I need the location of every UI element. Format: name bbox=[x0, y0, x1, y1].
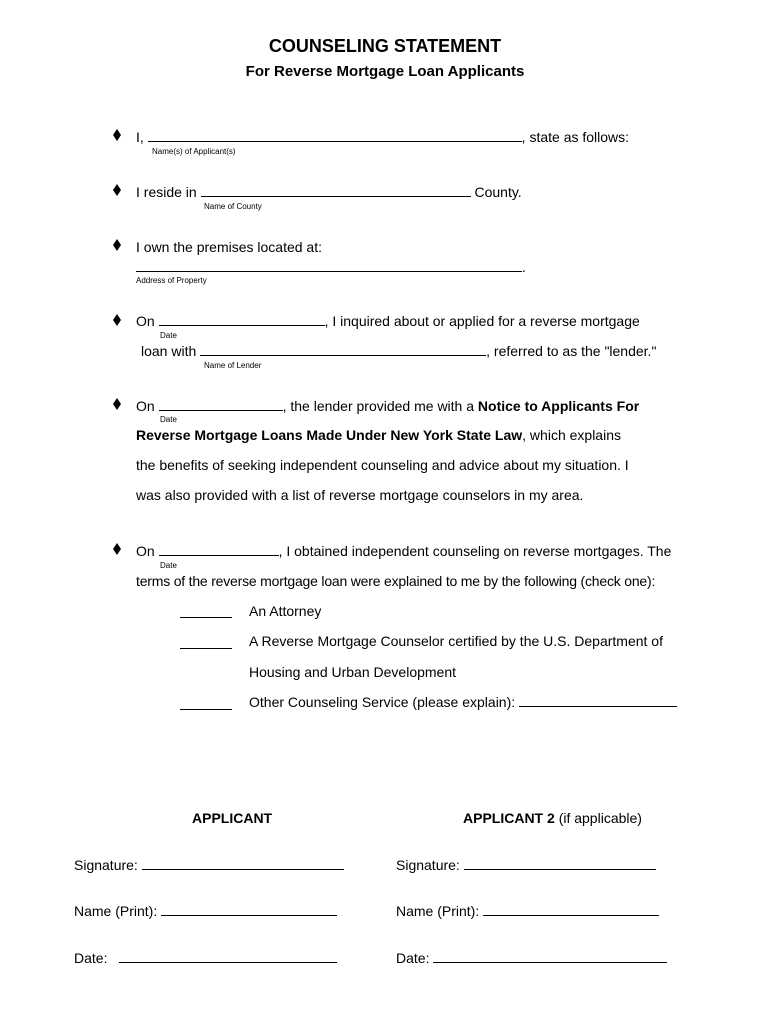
statement-text: , which explains bbox=[522, 427, 621, 443]
applicant2-heading bbox=[463, 810, 642, 826]
address-period: . bbox=[522, 259, 526, 275]
address-line bbox=[136, 259, 526, 275]
page-title: COUNSELING STATEMENT bbox=[268, 36, 502, 56]
applicant-name-row bbox=[74, 903, 337, 919]
date-label: Date: bbox=[396, 950, 430, 966]
statement-suffix: County. bbox=[474, 184, 522, 200]
option-attorney-label: An Attorney bbox=[249, 603, 322, 619]
notice-title: Notice to Applicants For bbox=[477, 398, 640, 414]
page-subtitle: For Reverse Mortgage Loan Applicants bbox=[245, 63, 525, 80]
name-label: Name (Print): bbox=[74, 903, 158, 919]
county-field[interactable] bbox=[201, 184, 471, 197]
field-caption: Name of Lender bbox=[204, 361, 262, 370]
statement-counseling bbox=[136, 543, 671, 559]
statement-prefix: On bbox=[136, 543, 155, 559]
statement-text: , I obtained independent counseling on reverse mortgages. The bbox=[278, 543, 672, 559]
option-other-checkbox[interactable] bbox=[180, 697, 232, 710]
applicant-name-field[interactable] bbox=[148, 129, 522, 142]
statement-inquired bbox=[136, 313, 640, 329]
statement-prefix: loan with bbox=[141, 343, 197, 359]
notice-date-field[interactable] bbox=[159, 398, 283, 411]
applicant-signature-row bbox=[74, 857, 344, 873]
statement-notice-line3: the benefits of seeking independent counseling and advice about my situation. I bbox=[136, 457, 629, 473]
signature-label: Signature: bbox=[74, 857, 138, 873]
field-caption: Name of County bbox=[204, 202, 262, 211]
option-hud-counselor-label-line2: Housing and Urban Development bbox=[249, 664, 457, 680]
statement-premises: I own the premises located at: bbox=[136, 239, 322, 255]
statement-prefix: On bbox=[136, 398, 155, 414]
inquiry-date-field[interactable] bbox=[159, 313, 325, 326]
option-attorney-checkbox[interactable] bbox=[180, 605, 232, 618]
applicant-date-field[interactable] bbox=[119, 950, 337, 963]
field-caption: Name(s) of Applicant(s) bbox=[152, 147, 236, 156]
date-label: Date: bbox=[74, 950, 108, 966]
statement-text: , I inquired about or applied for a reverse mortgage bbox=[324, 313, 640, 329]
applicant2-heading-note: (if applicable) bbox=[558, 810, 642, 826]
applicant2-signature-row bbox=[396, 857, 656, 873]
statement-text: , referred to as the "lender." bbox=[486, 343, 657, 359]
statement-county bbox=[136, 184, 522, 200]
option-hud-counselor-label: A Reverse Mortgage Counselor certified by the U.S. Department of bbox=[249, 633, 663, 649]
statement-prefix: I, bbox=[136, 129, 144, 145]
address-field[interactable] bbox=[136, 259, 522, 272]
statement-notice bbox=[136, 398, 639, 414]
applicant-print-name-field[interactable] bbox=[161, 903, 337, 916]
statement-prefix: I reside in bbox=[136, 184, 197, 200]
option-other-label bbox=[249, 694, 677, 710]
applicant-heading: APPLICANT bbox=[192, 810, 273, 826]
applicant2-signature-field[interactable] bbox=[464, 857, 656, 870]
field-caption: Address of Property bbox=[136, 276, 207, 285]
statement-counseling-line2: terms of the reverse mortgage loan were explained to me by the following (check one): bbox=[136, 573, 656, 589]
counseling-date-field[interactable] bbox=[159, 543, 279, 556]
applicant2-date-row bbox=[396, 950, 667, 966]
statement-lender bbox=[141, 343, 656, 359]
field-caption: Date bbox=[160, 561, 177, 570]
other-service-explain-field[interactable] bbox=[519, 694, 677, 707]
applicant2-date-field[interactable] bbox=[433, 950, 667, 963]
statement-notice-line2 bbox=[136, 427, 621, 443]
statement-text: , the lender provided me with a bbox=[282, 398, 475, 414]
notice-title: Reverse Mortgage Loans Made Under New York State Law bbox=[136, 427, 523, 443]
field-caption: Date bbox=[160, 331, 177, 340]
option-other-text: Other Counseling Service (please explain): bbox=[249, 694, 516, 710]
applicant-signature-field[interactable] bbox=[142, 857, 344, 870]
statement-prefix: On bbox=[136, 313, 155, 329]
field-caption: Date bbox=[160, 415, 177, 424]
statement-suffix: , state as follows: bbox=[521, 129, 630, 145]
name-label: Name (Print): bbox=[396, 903, 480, 919]
applicant2-print-name-field[interactable] bbox=[483, 903, 659, 916]
lender-name-field[interactable] bbox=[200, 343, 486, 356]
applicant-date-row bbox=[74, 950, 337, 966]
applicant2-name-row bbox=[396, 903, 659, 919]
statement-applicant-name bbox=[136, 129, 629, 145]
applicant2-heading-title: APPLICANT 2 bbox=[463, 810, 555, 826]
signature-label: Signature: bbox=[396, 857, 460, 873]
option-hud-counselor-checkbox[interactable] bbox=[180, 636, 232, 649]
statement-notice-line4: was also provided with a list of reverse mortgage counselors in my area. bbox=[136, 487, 584, 503]
